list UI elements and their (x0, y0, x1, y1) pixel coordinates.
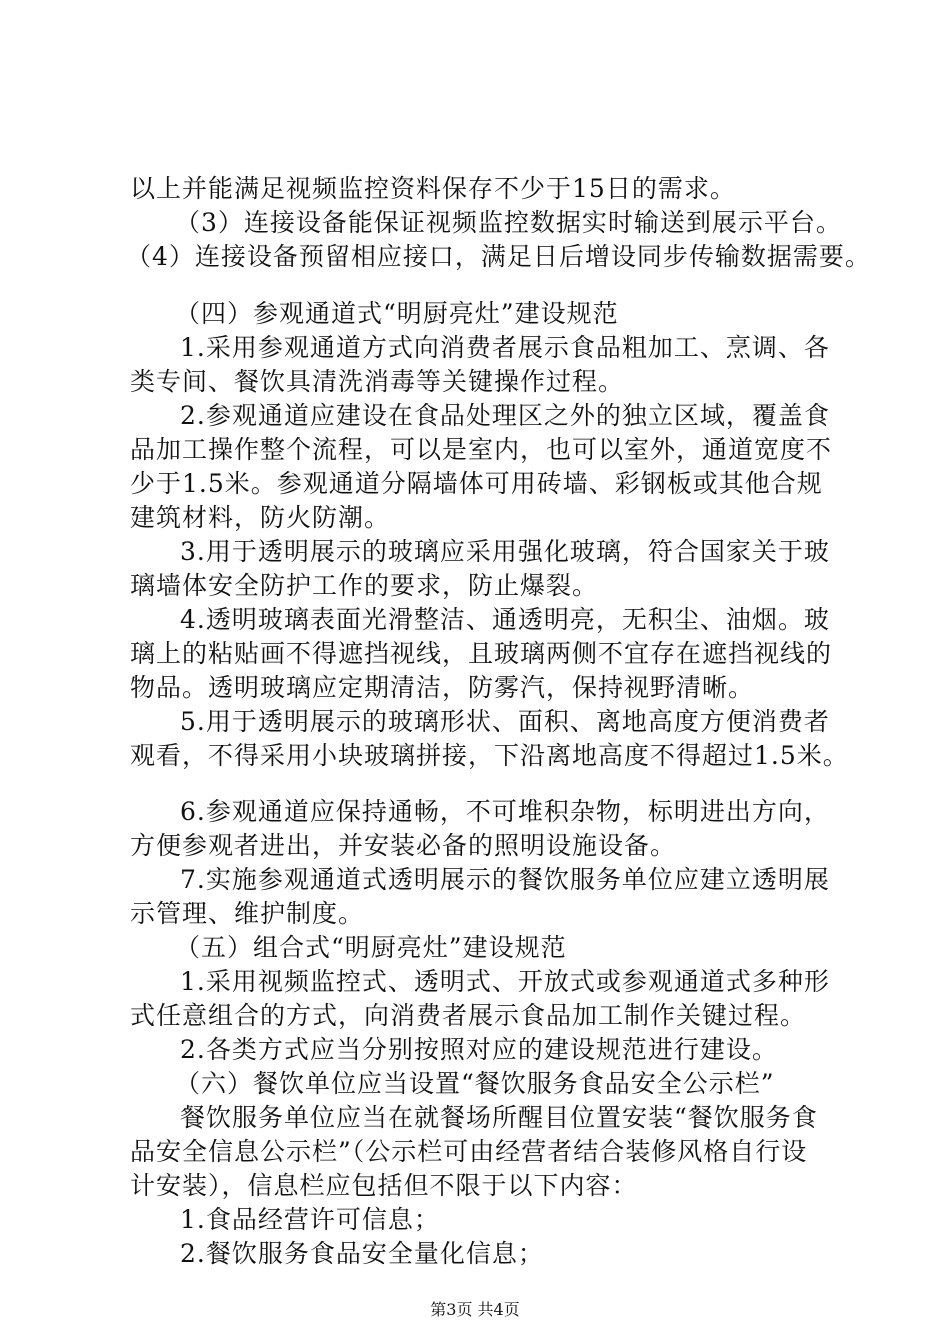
page-footer: 第3页 共4页 (430, 1300, 520, 1319)
text-line: 2.各类方式应当分别按照对应的建设规范进行建设。 (180, 1035, 778, 1064)
text-line: 2.参观通道应建设在食品处理区之外的独立区域，覆盖食 (180, 401, 830, 430)
text-line: 示管理、维护制度。 (130, 899, 365, 928)
text-line: 餐饮服务单位应当在就餐场所醒目位置安装“餐饮服务食 (180, 1103, 818, 1132)
text-line: 4.透明玻璃表面光滑整洁、通透明亮，无积尘、油烟。玻 (180, 605, 830, 634)
text-line: 6.参观通道应保持通畅，不可堆积杂物，标明进出方向， (180, 797, 830, 826)
text-line: 1.采用视频监控式、透明式、开放式或参观通道式多种形 (180, 967, 830, 996)
text-line: 少于1.5米。参观通道分隔墙体可用砖墙、彩钢板或其他合规 (130, 469, 823, 498)
text-line: 以上并能满足视频监控资料保存不少于15日的需求。 (130, 174, 736, 203)
text-line: 1.采用参观通道方式向消费者展示食品粗加工、烹调、各 (180, 333, 830, 362)
text-line: 3.用于透明展示的玻璃应采用强化玻璃，符合国家关于玻 (180, 537, 830, 566)
text-line: 计安装），信息栏应包括但不限于以下内容： (130, 1171, 638, 1200)
text-line: 品加工操作整个流程，可以是室内，也可以室外，通道宽度不 (130, 435, 833, 464)
section-heading: （四）参观通道式“明厨亮灶”建设规范 (175, 299, 619, 328)
text-line: 建筑材料，防火防潮。 (130, 503, 391, 532)
text-line: 2.餐饮服务食品安全量化信息； (180, 1239, 544, 1268)
text-line: 1.食品经营许可信息； (180, 1205, 440, 1234)
text-line: 品安全信息公示栏”（公示栏可由经营者结合装修风格自行设 (130, 1137, 808, 1166)
text-line: 观看，不得采用小块玻璃拼接，下沿离地高度不得超过1.5米。 (130, 741, 849, 770)
text-line: 物品。透明玻璃应定期清洁，防雾汽，保持视野清晰。 (130, 673, 755, 702)
text-line: 5.用于透明展示的玻璃形状、面积、离地高度方便消费者 (180, 707, 830, 736)
text-line: 类专间、餐饮具清洗消毒等关键操作过程。 (130, 367, 625, 396)
text-line: 璃墙体安全防护工作的要求，防止爆裂。 (130, 571, 599, 600)
text-line: 方便参观者进出，并安装必备的照明设施设备。 (130, 831, 677, 860)
section-heading: （五）组合式“明厨亮灶”建设规范 (175, 933, 567, 962)
text-line: 璃上的粘贴画不得遮挡视线，且玻璃两侧不宜存在遮挡视线的 (130, 639, 833, 668)
text-line: 式任意组合的方式，向消费者展示食品加工制作关键过程。 (130, 1001, 807, 1030)
text-line: （4）连接设备预留相应接口，满足日后增设同步传输数据需要。 (126, 242, 871, 271)
text-line: 7.实施参观通道式透明展示的餐饮服务单位应建立透明展 (180, 865, 830, 894)
text-line: （3）连接设备能保证视频监控数据实时输送到展示平台。 (175, 208, 842, 237)
section-heading: （六）餐饮单位应当设置“餐饮服务食品安全公示栏” (175, 1069, 775, 1098)
